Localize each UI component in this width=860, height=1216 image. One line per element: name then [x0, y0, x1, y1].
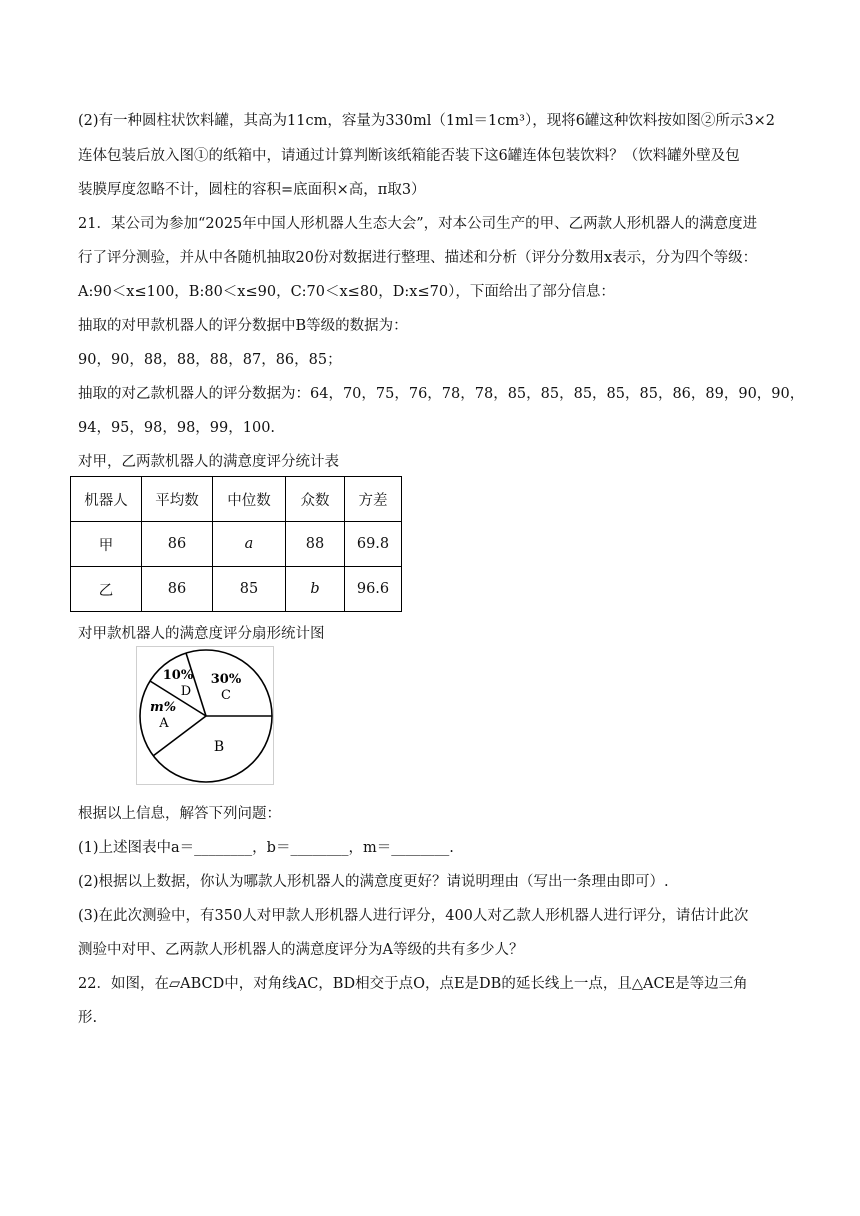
q20-text-line-2: 连体包装后放入图①的纸箱中，请通过计算判断该纸箱能否装下这6罐连体包装饮料？（饮料罐外壁及包: [78, 148, 740, 164]
table-cell: 86: [142, 567, 213, 612]
q22-text-line-1: 22．如图，在▱ABCD中，对角线AC，BD相交于点O，点E是DB的延长线上一点，且△ACE是等边三角: [78, 976, 748, 992]
q21-prompt: 根据以上信息，解答下列问题：: [78, 806, 281, 822]
q21-yi-data-line-1: 抽取的对乙款机器人的评分数据为：64，70，75，76，78，78，85，85，85，85，85，86，89，90，90，: [78, 386, 805, 402]
q21-text-line-4: 抽取的对甲款机器人的评分数据中B等级的数据为：: [78, 318, 408, 334]
table-cell: a: [213, 522, 286, 567]
pie-label-a: A: [159, 716, 169, 731]
pie-label-a-pct: m%: [149, 700, 177, 715]
table-row: [71, 567, 402, 612]
pie-caption: 对甲款机器人的满意度评分扇形统计图: [78, 626, 325, 642]
q21-sub-question-2: (2)根据以上数据，你认为哪款人形机器人的满意度更好？请说明理由（写出一条理由即可）.: [78, 874, 669, 890]
table-cell: 甲: [71, 522, 142, 567]
q21-sub-question-1: (1)上述图表中a＝________，b＝________，m＝________.: [78, 840, 454, 856]
table-cell: b: [286, 567, 345, 612]
q21-sub-question-3-line-1: (3)在此次测验中，有350人对甲款人形机器人进行评分，400人对乙款人形机器人进行评分，请估计此次: [78, 908, 749, 924]
q21-jia-b-data: 90，90，88，88，88，87，86，85；: [78, 352, 342, 368]
q21-text-line-2: 行了评分测验，并从中各随机抽取20份对数据进行整理、描述和分析（评分分数用x表示，分为四个等级：: [78, 250, 758, 266]
pie-label-c: C: [221, 688, 231, 703]
table-header-row: [71, 477, 402, 522]
table-cell: 88: [286, 522, 345, 567]
table-cell: 85: [213, 567, 286, 612]
pie-label-b: B: [213, 739, 225, 755]
q21-sub-question-3-line-2: 测验中对甲、乙两款人形机器人的满意度评分为A等级的共有多少人？: [78, 942, 524, 958]
table-header-cell: 平均数: [142, 477, 213, 522]
q22-text-line-2: 形.: [78, 1010, 98, 1026]
table-cell: 86: [142, 522, 213, 567]
table-header-cell: 机器人: [71, 477, 142, 522]
q21-text-line-1: 21．某公司为参加“2025年中国人形机器人生态大会”，对本公司生产的甲、乙两款人形机器人的满意度进: [78, 216, 758, 232]
table-cell: 96.6: [345, 567, 402, 612]
table-header-cell: 中位数: [213, 477, 286, 522]
table-header-cell: 众数: [286, 477, 345, 522]
pie-label-c-pct: 30%: [210, 672, 242, 687]
q20-text-line-1: (2)有一种圆柱状饮料罐，其高为11cm，容量为330ml（1ml＝1cm³），现将6罐这种饮料按如图②所示3×2: [78, 113, 776, 129]
pie-label-d-pct: 10%: [162, 668, 194, 683]
table-cell: 乙: [71, 567, 142, 612]
pie-label-d: D: [180, 684, 192, 699]
table-header-cell: 方差: [345, 477, 402, 522]
stats-table: [70, 476, 402, 612]
table-caption: 对甲，乙两款机器人的满意度评分统计表: [78, 454, 339, 470]
pie-chart-svg: [137, 647, 273, 784]
pie-chart: [136, 646, 274, 785]
table-row: [71, 522, 402, 567]
q21-grade-ranges: A:90＜x≤100，B:80＜x≤90，C:70＜x≤80，D:x≤70），下面给出了部分信息：: [78, 284, 615, 300]
q20-text-line-3: 装膜厚度忽略不计，圆柱的容积=底面积×高，π取3）: [78, 182, 426, 198]
table-cell: 69.8: [345, 522, 402, 567]
q21-yi-data-line-2: 94，95，98，98，99，100.: [78, 420, 276, 436]
